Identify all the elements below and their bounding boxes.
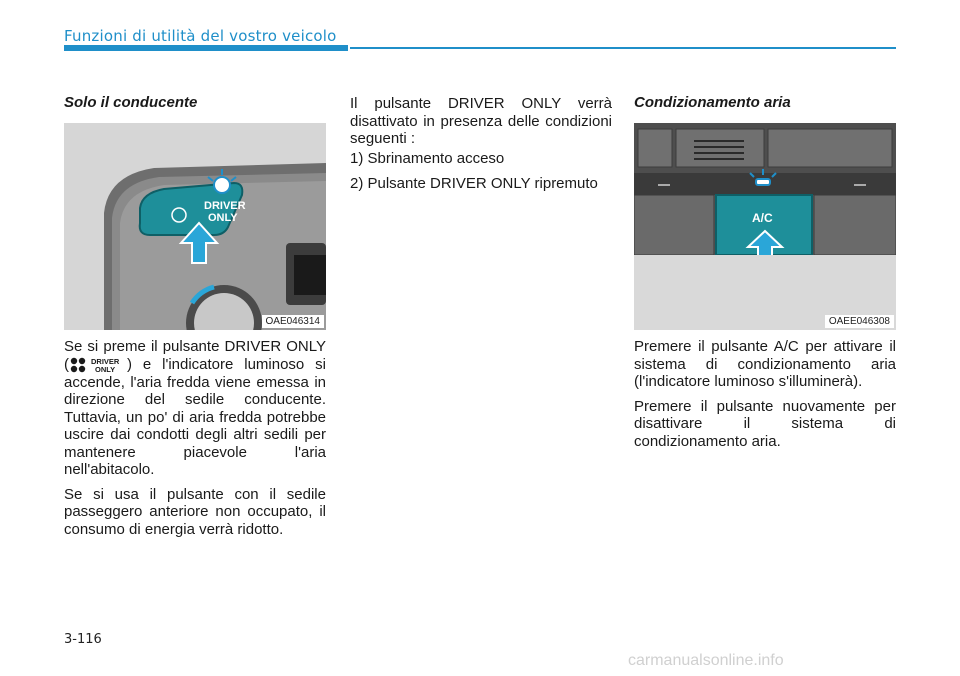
- watermark: carmanualsonline.info: [628, 652, 784, 669]
- left-body-text: [64, 338, 326, 545]
- section-title-air-conditioning: Condizionamento aria: [634, 94, 791, 111]
- figure-code-left: OAE046314: [262, 315, 325, 328]
- icon-text-driver: DRIVER: [91, 356, 120, 366]
- running-header: Funzioni di utilità del vostro veicolo: [64, 27, 337, 45]
- paragraph-deactivation: Il pulsante DRIVER ONLY verrà disattivato in presenza delle condizioni seguenti :: [350, 95, 612, 147]
- figure-code-right: OAEE046308: [825, 315, 894, 328]
- paragraph-driver-only-1: [64, 338, 326, 479]
- section-title-driver-only: Solo il conducente: [64, 94, 198, 111]
- list-item: 2) Pulsante DRIVER ONLY ripremuto: [350, 174, 598, 192]
- figure-driver-only: [64, 123, 326, 330]
- button-text-only: ONLY: [208, 212, 238, 224]
- paragraph-ac-2: Premere il pulsante nuovamente per disattivare il sistema di condizionamento aria.: [634, 397, 896, 450]
- paragraph-driver-only-2: Se si usa il pulsante con il sedile passeggero anteriore non occupato, il consumo di energia verrà ridotto.: [64, 485, 326, 538]
- list-item: 1) Sbrinamento acceso: [350, 150, 505, 167]
- para1-part-a: Se si preme il pulsante DRIVER ONLY (: [64, 338, 326, 373]
- para1-part-b: ) e l'indicatore luminoso si accende, l'aria fredda viene emessa in direzione del sedile conducente. Tuttavia, un po' di aria fredda potrebbe uscire dai condotti degli altri sedili per mantenere piacevole l'aria nell'abitacolo.: [64, 355, 326, 479]
- page-number: 3-116: [64, 632, 102, 647]
- right-body-text: [634, 338, 896, 457]
- button-text-driver: DRIVER: [204, 200, 246, 212]
- header-rule-thick: [64, 45, 348, 51]
- header-rule-thin: [350, 47, 896, 49]
- middle-body-text: [350, 95, 612, 155]
- ac-button-illustration: [634, 123, 896, 330]
- paragraph-ac-1: Premere il pulsante A/C per attivare il sistema di condizionamento aria (l'indicatore luminoso s'illuminerà).: [634, 338, 896, 390]
- driver-only-fan-icon: [69, 356, 127, 374]
- deactivation-list: [350, 150, 620, 199]
- icon-text-only: ONLY: [95, 364, 116, 374]
- figure-ac-button: [634, 123, 896, 330]
- driver-only-illustration: [64, 123, 326, 330]
- ac-button-label: A/C: [752, 211, 773, 225]
